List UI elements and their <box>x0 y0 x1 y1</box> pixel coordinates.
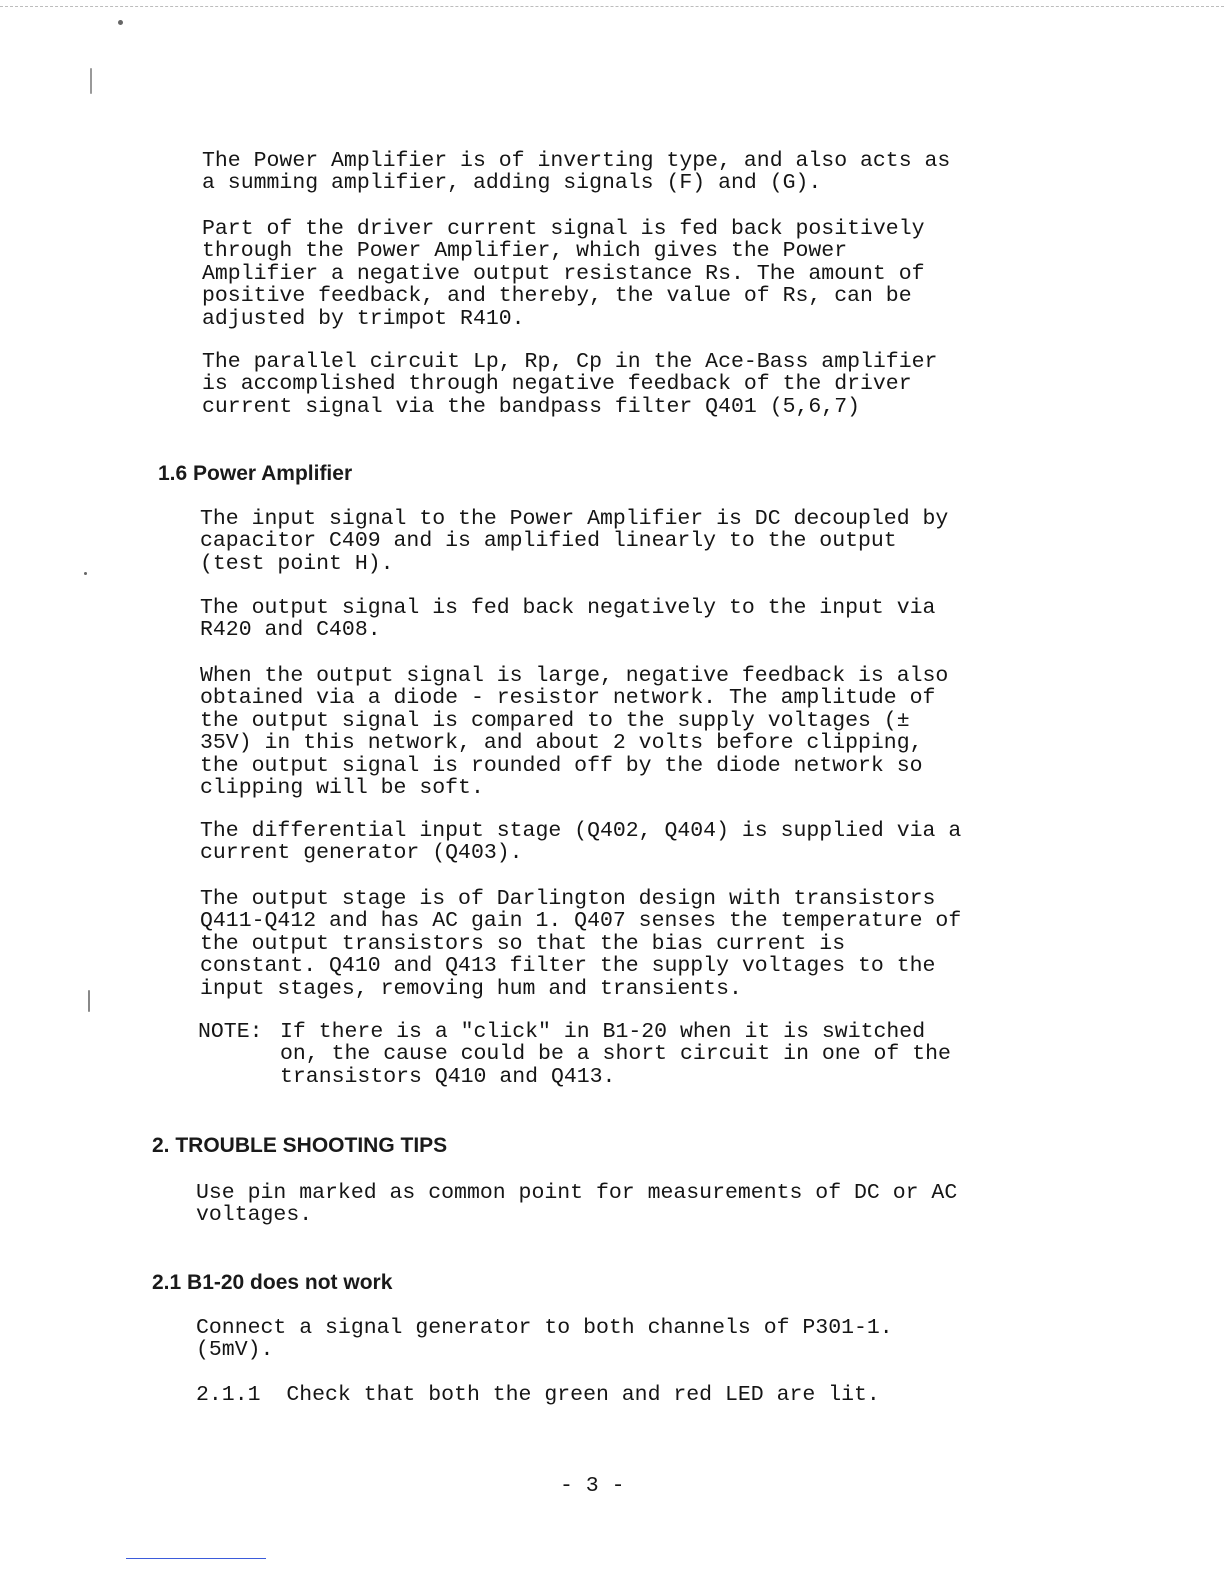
section-1-6-paragraph-3: When the output signal is large, negative feedback is also obtained via a diode - resistor network. The amplitude of the output signal is compared to the supply voltages (± 35V) in this network, and about 2 volts before clipping, the output signal is rounded off by the diode network so clipping will be soft. <box>200 664 949 801</box>
intro-paragraph-3: The parallel circuit Lp, Rp, Cp in the Ace-Bass amplifier is accomplished through negative feedback of the driver current signal via the bandpass filter Q401 (5,6,7) <box>202 350 938 419</box>
section-1-6-paragraph-5: The output stage is of Darlington design with transistors Q411-Q412 and has AC gain 1. Q407 senses the temperature of the output transistors so that the bias current is constant. Q410 and Q413 filter the supply voltages to the input stages, removing hum and transients. <box>200 887 962 1001</box>
section-2-paragraph-1: Use pin marked as common point for measurements of DC or AC voltages. <box>196 1181 958 1228</box>
section-1-6-paragraph-4: The differential input stage (Q402, Q404) is supplied via a current generator (Q403). <box>200 819 962 866</box>
section-2-1-paragraph-1: Connect a signal generator to both channels of P301-1. (5mV). <box>196 1316 893 1363</box>
page-number: - 3 - <box>560 1474 625 1498</box>
scan-speck <box>90 68 92 94</box>
scan-top-border <box>0 6 1224 7</box>
scan-speck <box>88 990 90 1012</box>
section-heading-2-1: 2.1 B1-20 does not work <box>152 1271 393 1294</box>
section-heading-2: 2. TROUBLE SHOOTING TIPS <box>152 1134 448 1157</box>
scan-bottom-border <box>126 1558 266 1559</box>
section-1-6-paragraph-1: The input signal to the Power Amplifier is DC decoupled by capacitor C409 and is amplified linearly to the output (test point H). <box>200 507 949 576</box>
intro-paragraph-1: The Power Amplifier is of inverting type, and also acts as a summing amplifier, adding signals (F) and (G). <box>202 149 951 196</box>
section-2-1-1-step: 2.1.1 Check that both the green and red LED are lit. <box>196 1383 880 1407</box>
section-heading-1-6: 1.6 Power Amplifier <box>158 462 353 485</box>
intro-paragraph-2: Part of the driver current signal is fed back positively through the Power Amplifier, which gives the Power Amplifier a negative output resistance Rs. The amount of positive feedback, and thereby, the value of Rs, can be adjusted by trimpot R410. <box>202 217 925 331</box>
section-1-6-paragraph-2: The output signal is fed back negatively to the input via R420 and C408. <box>200 596 936 643</box>
scan-speck <box>84 572 87 575</box>
note-label: NOTE: <box>198 1020 263 1044</box>
note-text: If there is a "click" in B1-20 when it is switched on, the cause could be a short circuit in one of the transistors Q410 and Q413. <box>280 1020 951 1089</box>
scan-speck <box>118 20 123 25</box>
